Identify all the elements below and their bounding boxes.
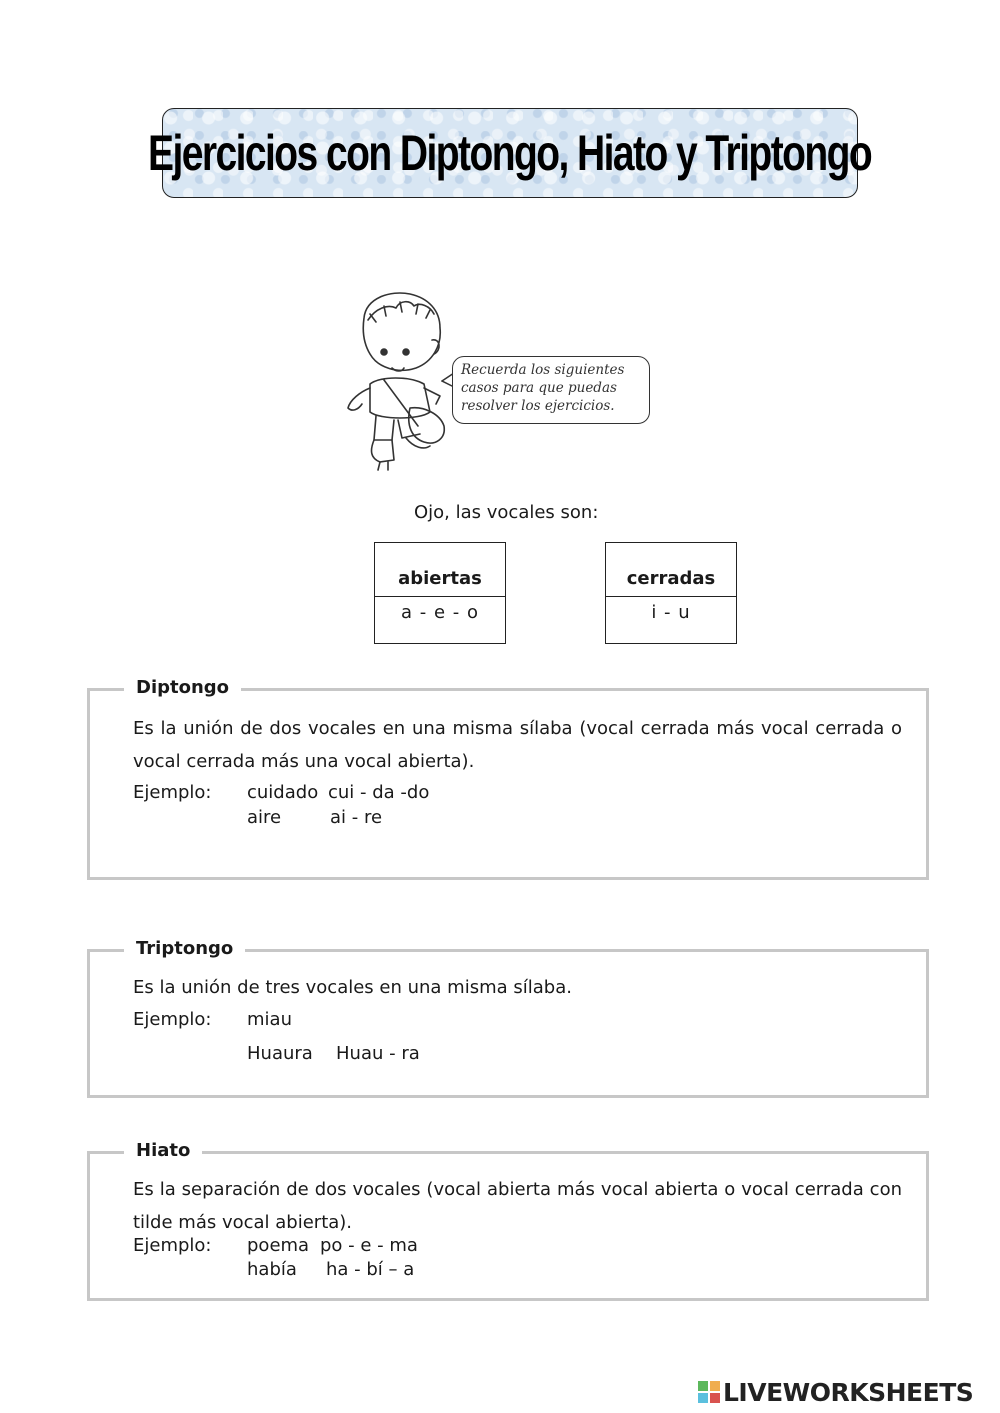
hiato-example-split-2: ha - bí – a	[326, 1259, 415, 1280]
hiato-example-label: Ejemplo:	[133, 1235, 212, 1256]
diptongo-example-word-2: aire	[247, 807, 282, 828]
hiato-example-word-2: había	[247, 1259, 297, 1280]
diptongo-example-split-2: ai - re	[330, 807, 383, 828]
page-title: Ejercicios con Diptongo, Hiato y Triptongo	[148, 125, 872, 181]
bubble-line-3: resolver los ejercicios.	[461, 398, 615, 414]
triptongo-definition: Es la unión de tres vocales en una misma sílaba.	[133, 977, 572, 998]
bubble-line-2: casos para que puedas	[461, 380, 617, 396]
triptongo-example-word-2: Huaura	[247, 1043, 313, 1064]
hiato-definition: Es la separación de dos vocales (vocal abierta más vocal abierta o vocal cerrada con tilde más vocal abierta).	[133, 1179, 902, 1233]
open-vowels-header: abiertas	[375, 543, 505, 597]
speech-bubble	[452, 356, 650, 424]
bubble-line-1: Recuerda los siguientes	[461, 362, 625, 378]
diptongo-label: Diptongo	[124, 676, 241, 700]
diptongo-example-word-1: cuidado	[247, 782, 319, 803]
vowels-intro: Ojo, las vocales son:	[414, 502, 599, 523]
diptongo-example-label: Ejemplo:	[133, 782, 212, 803]
hiato-example-word-1: poema	[247, 1235, 310, 1256]
diptongo-example-split-1: cui - da -do	[328, 782, 430, 803]
triptongo-example-label: Ejemplo:	[133, 1009, 212, 1030]
open-vowels-value: a - e - o	[401, 602, 479, 623]
hiato-label: Hiato	[124, 1139, 202, 1163]
title-banner	[148, 108, 872, 198]
liveworksheets-footer[interactable]	[697, 1377, 993, 1407]
diptongo-definition: Es la unión de dos vocales en una misma sílaba (vocal cerrada más vocal cerrada o vocal cerrada más una vocal abierta).	[133, 718, 902, 772]
closed-vowels-table	[605, 542, 737, 644]
liveworksheets-logo-icon	[697, 1380, 721, 1404]
triptongo-section	[87, 938, 929, 1098]
triptongo-label: Triptongo	[124, 937, 245, 961]
closed-vowels-value: i - u	[651, 602, 691, 623]
triptongo-example-split-2: Huau - ra	[336, 1043, 420, 1064]
hiato-section	[87, 1140, 929, 1301]
closed-vowels-header: cerradas	[606, 543, 736, 597]
hiato-example-split-1: po - e - ma	[320, 1235, 418, 1256]
footer-brand: LIVEWORKSHEETS	[723, 1377, 974, 1407]
diptongo-section	[87, 677, 929, 880]
triptongo-example-word-1: miau	[247, 1009, 292, 1030]
open-vowels-table	[374, 542, 506, 644]
